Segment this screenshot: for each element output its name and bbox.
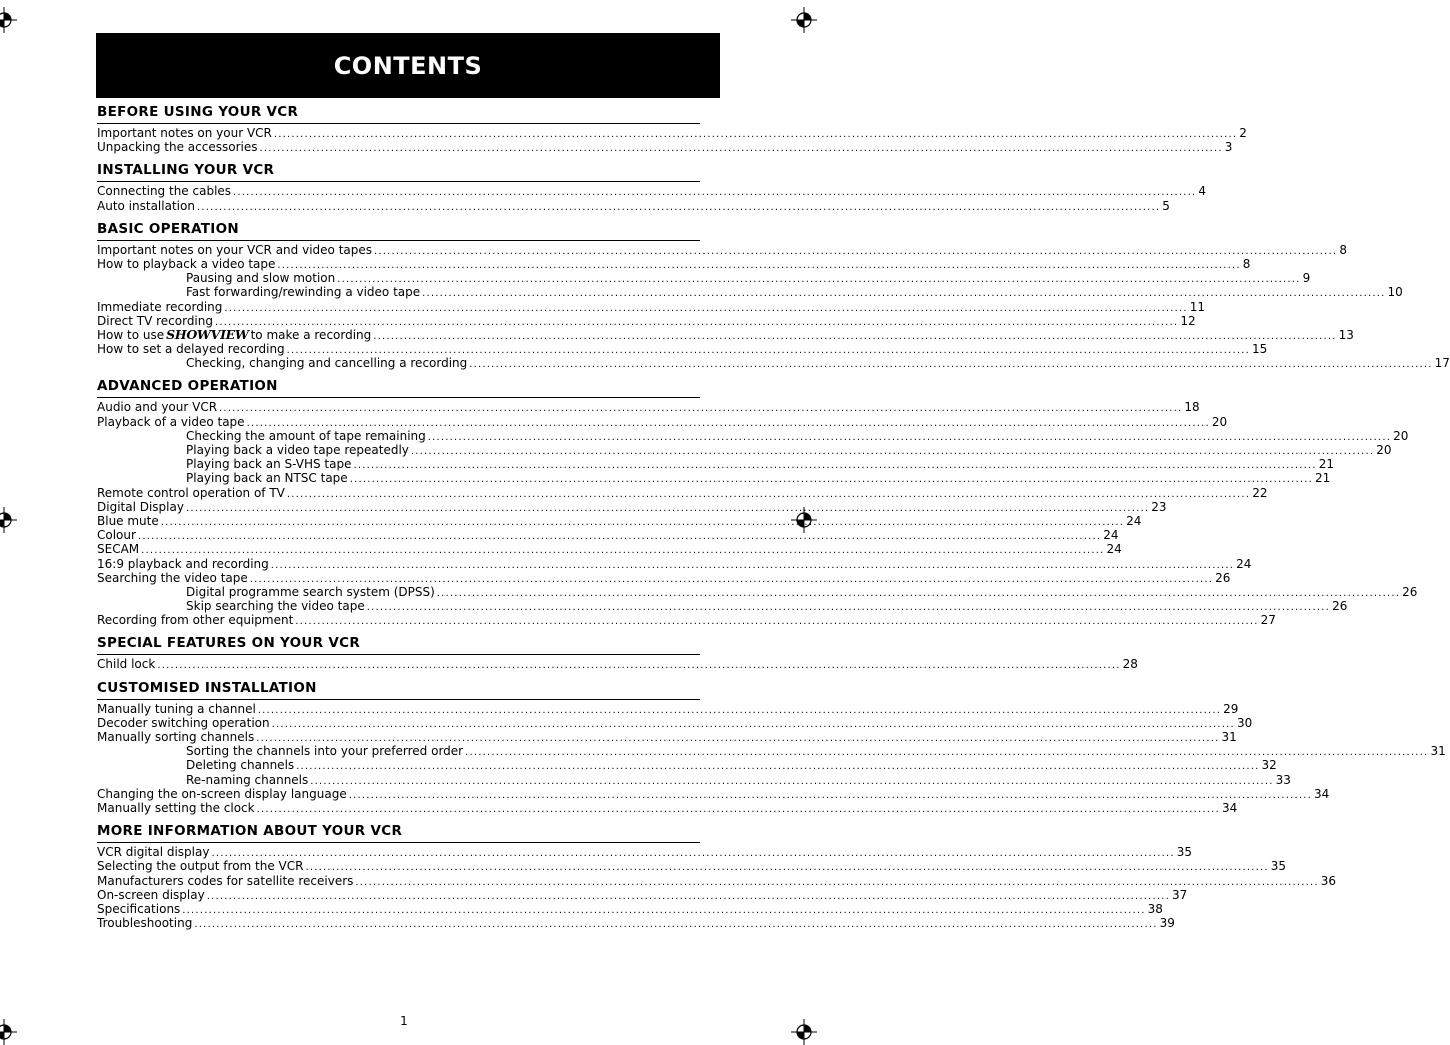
toc-section	[97, 101, 1247, 155]
entry-label: Fast forwarding/rewinding a video tape	[186, 285, 421, 300]
entry-label: Re-naming channels	[186, 772, 309, 787]
entry-label: Checking, changing and cancelling a recording	[186, 356, 468, 371]
entry-page-number: 9	[1302, 271, 1311, 286]
toc-entry	[97, 786, 1330, 801]
dot-leader: ............................................................................................................................................................................................................................	[270, 559, 1235, 571]
registration-mark-mid-left-icon	[0, 507, 17, 533]
dot-leader: ............................................................................................................................................................................................................................	[337, 274, 1301, 286]
entry-page-number: 38	[1147, 901, 1163, 916]
entry-page-number: 26	[1332, 599, 1348, 614]
entry-label: Recording from other equipment	[97, 613, 294, 628]
entry-label-continued: to make a recording	[250, 327, 372, 342]
entry-page-number: 37	[1172, 887, 1188, 902]
page-number: 1	[400, 1014, 408, 1028]
section-heading: SPECIAL FEATURES ON YOUR VCR	[97, 632, 700, 655]
toc-section	[97, 820, 1337, 931]
entry-label: Audio and your VCR	[97, 400, 218, 415]
toc-entry	[97, 715, 1253, 730]
entry-label: Playing back an NTSC tape	[186, 471, 348, 486]
entry-label: How to use	[97, 327, 165, 342]
entry-page-number: 4	[1198, 184, 1207, 199]
dot-leader: ............................................................................................................................................................................................................................	[196, 201, 1161, 213]
registration-mark-top-left-icon	[0, 7, 17, 33]
toc-entry	[97, 299, 1206, 314]
toc-entry	[97, 887, 1188, 902]
entry-page-number: 34	[1314, 786, 1330, 801]
dot-leader: ............................................................................................................................................................................................................................	[256, 733, 1220, 744]
toc-entry	[97, 901, 1163, 916]
section-heading: CUSTOMISED INSTALLATION	[97, 677, 700, 700]
entry-page-number: 24	[1236, 556, 1252, 571]
entry-label: On-screen display	[97, 887, 205, 902]
entry-page-number: 35	[1176, 845, 1193, 860]
toc-subentry	[97, 471, 1331, 486]
entry-label: Manually setting the clock	[97, 800, 255, 815]
dot-leader: ............................................................................................................................................................................................................................	[160, 516, 1125, 528]
table-of-contents	[97, 101, 1450, 931]
entry-label: Playback of a video tape	[97, 414, 245, 429]
dot-leader: ............................................................................................................................................................................................................................	[157, 660, 1121, 672]
section-heading: BEFORE USING YOUR VCR	[97, 101, 700, 124]
dot-leader: ............................................................................................................................................................................................................................	[141, 545, 1105, 557]
section-heading: MORE INFORMATION ABOUT YOUR VCR	[97, 820, 700, 843]
entry-label: Playing back an S-VHS tape	[186, 457, 352, 472]
toc-subentry	[97, 599, 1348, 614]
toc-section	[97, 375, 1418, 628]
toc-subentry	[97, 758, 1277, 773]
entry-label: Pausing and slow motion	[186, 271, 336, 286]
toc-section	[97, 677, 1446, 816]
entry-label: Important notes on your VCR	[97, 126, 272, 140]
toc-entry	[97, 499, 1167, 514]
dot-leader: ............................................................................................................................................................................................................................	[249, 573, 1214, 585]
entry-page-number: 20	[1376, 443, 1392, 457]
entry-page-number: 33	[1275, 772, 1291, 787]
entry-label: Auto installation	[97, 198, 195, 213]
toc-entry	[97, 845, 1193, 860]
toc-entry	[97, 859, 1287, 874]
dot-leader: ............................................................................................................................................................................................................................	[256, 803, 1220, 815]
entry-page-number: 3	[1224, 140, 1233, 155]
section-heading: BASIC OPERATION	[97, 218, 700, 241]
dot-leader: ............................................................................................................................................................................................................................	[349, 474, 1314, 486]
entry-page-number: 21	[1318, 457, 1335, 472]
toc-entry	[97, 242, 1347, 257]
entry-page-number: 31	[1430, 744, 1446, 759]
toc-subentry	[97, 744, 1446, 759]
dot-leader: ............................................................................................................................................................................................................................	[219, 403, 1183, 415]
entry-label: Manually sorting channels	[97, 730, 255, 744]
entry-label: SECAM	[97, 542, 140, 557]
entry-page-number: 24	[1106, 542, 1122, 557]
entry-label: Important notes on your VCR and video tapes	[97, 242, 372, 257]
dot-leader: ............................................................................................................................................................................................................................	[296, 761, 1260, 773]
dot-leader: ............................................................................................................................................................................................................................	[366, 602, 1331, 614]
toc-subentry	[97, 457, 1335, 472]
toc-section	[97, 159, 1207, 213]
entry-page-number: 13	[1338, 327, 1354, 342]
entry-label: Immediate recording	[97, 299, 223, 314]
entry-label: Sorting the channels into your preferred order	[186, 744, 464, 759]
entry-page-number: 27	[1260, 613, 1276, 628]
toc-entry	[97, 542, 1122, 557]
dot-leader: ............................................................................................................................................................................................................................	[246, 417, 1210, 429]
dot-leader: ............................................................................................................................................................................................................................	[348, 789, 1313, 801]
entry-page-number: 12	[1180, 313, 1196, 328]
dot-leader: ............................................................................................................................................................................................................................	[185, 502, 1150, 514]
entry-label: 16:9 playback and recording	[97, 556, 269, 571]
toc-entry	[97, 873, 1337, 888]
dot-leader: ............................................................................................................................................................................................................................	[273, 129, 1238, 140]
dot-leader: ............................................................................................................................................................................................................................	[373, 330, 1337, 342]
toc-entry	[97, 184, 1207, 199]
entry-page-number: 24	[1126, 513, 1142, 528]
dot-leader: ............................................................................................................................................................................................................................	[233, 187, 1197, 199]
dot-leader: ............................................................................................................................................................................................................................	[137, 531, 1102, 543]
toc-entry	[97, 800, 1238, 815]
entry-page-number: 18	[1184, 400, 1200, 415]
dot-leader: ............................................................................................................................................................................................................................	[355, 876, 1319, 888]
dot-leader: ............................................................................................................................................................................................................................	[465, 747, 1429, 759]
dot-leader: ............................................................................................................................................................................................................................	[182, 904, 1146, 916]
entry-page-number: 23	[1151, 499, 1167, 514]
toc-entry	[97, 916, 1175, 931]
entry-page-number: 22	[1252, 485, 1268, 500]
toc-entry	[97, 342, 1268, 357]
dot-leader: ............................................................................................................................................................................................................................	[211, 848, 1175, 860]
entry-page-number: 32	[1261, 758, 1277, 773]
dot-leader: ............................................................................................................................................................................................................................	[257, 704, 1222, 716]
dot-leader: ............................................................................................................................................................................................................................	[286, 488, 1251, 500]
entry-page-number: 31	[1221, 730, 1237, 744]
entry-label: Specifications	[97, 901, 181, 916]
entry-page-number: 10	[1387, 285, 1403, 300]
toc-entry	[97, 701, 1239, 716]
entry-label: Decoder switching operation	[97, 715, 270, 730]
entry-page-number: 17	[1434, 356, 1450, 371]
toc-entry	[97, 140, 1233, 155]
entry-label: VCR digital display	[97, 845, 210, 860]
toc-subentry	[97, 356, 1450, 371]
toc-subentry	[97, 584, 1418, 599]
page-title: CONTENTS	[96, 33, 720, 98]
toc-entry	[97, 485, 1268, 500]
entry-label: Manually tuning a channel	[97, 701, 256, 716]
entry-label: Digital Display	[97, 499, 184, 514]
entry-label: Digital programme search system (DPSS)	[186, 584, 435, 599]
entry-label: Searching the video tape	[97, 570, 248, 585]
dot-leader: ............................................................................................................................................................................................................................	[374, 245, 1338, 257]
entry-label: Manufacturers codes for satellite receivers	[97, 873, 354, 888]
entry-label: Changing the on-screen display language	[97, 786, 347, 801]
showview-logo: SHOWVIEW	[166, 326, 249, 342]
dot-leader: ............................................................................................................................................................................................................................	[436, 587, 1401, 599]
dot-leader: ............................................................................................................................................................................................................................	[215, 316, 1179, 328]
toc-entry	[97, 730, 1237, 744]
entry-label: Troubleshooting	[97, 916, 193, 931]
toc-subentry	[97, 428, 1409, 443]
entry-label: Direct TV recording	[97, 313, 213, 328]
entry-page-number: 35	[1270, 859, 1287, 874]
toc-entry	[97, 613, 1276, 628]
entry-page-number: 20	[1211, 414, 1228, 429]
dot-leader: ............................................................................................................................................................................................................................	[422, 288, 1386, 300]
entry-page-number: 15	[1252, 342, 1268, 357]
dot-leader: ............................................................................................................................................................................................................................	[194, 919, 1158, 931]
entry-label: How to playback a video tape	[97, 256, 276, 271]
dot-leader: ............................................................................................................................................................................................................................	[206, 890, 1171, 902]
dot-leader: ............................................................................................................................................................................................................................	[271, 718, 1235, 730]
entry-label: Playing back a video tape repeatedly	[186, 443, 409, 457]
dot-leader: ............................................................................................................................................................................................................................	[286, 345, 1250, 357]
entry-label: Skip searching the video tape	[186, 599, 365, 614]
toc-entry	[97, 256, 1251, 271]
toc-entry	[97, 513, 1142, 528]
dot-leader: ............................................................................................................................................................................................................................	[469, 359, 1433, 371]
entry-label: Child lock	[97, 657, 156, 672]
toc-entry	[97, 570, 1231, 585]
entry-label: Remote control operation of TV	[97, 485, 285, 500]
entry-page-number: 36	[1320, 873, 1337, 888]
entry-label: Connecting the cables	[97, 184, 232, 199]
entry-page-number: 8	[1339, 242, 1347, 257]
entry-page-number: 2	[1239, 126, 1247, 140]
section-heading: INSTALLING YOUR VCR	[97, 159, 700, 182]
dot-leader: ............................................................................................................................................................................................................................	[427, 431, 1392, 443]
toc-entry	[97, 400, 1200, 415]
entry-page-number: 29	[1223, 701, 1239, 716]
entry-page-number: 24	[1103, 528, 1119, 543]
dot-leader: ............................................................................................................................................................................................................................	[310, 775, 1274, 787]
entry-label: Checking the amount of tape remaining	[186, 428, 426, 443]
toc-entry	[97, 556, 1252, 571]
entry-page-number: 26	[1402, 584, 1418, 599]
dot-leader: ............................................................................................................................................................................................................................	[410, 446, 1375, 457]
entry-page-number: 5	[1162, 198, 1170, 213]
toc-subentry	[97, 271, 1311, 286]
dot-leader: ............................................................................................................................................................................................................................	[295, 616, 1259, 628]
entry-page-number: 11	[1189, 299, 1206, 314]
dot-leader: ............................................................................................................................................................................................................................	[259, 143, 1223, 155]
toc-section	[97, 218, 1450, 371]
entry-label: Unpacking the accessories	[97, 140, 258, 155]
entry-label: Selecting the output from the VCR	[97, 859, 304, 874]
toc-subentry	[97, 443, 1392, 457]
toc-subentry	[97, 772, 1291, 787]
entry-page-number: 20	[1393, 428, 1409, 443]
toc-entry	[97, 414, 1228, 429]
toc-entry	[97, 313, 1196, 328]
dot-leader: ............................................................................................................................................................................................................................	[353, 460, 1317, 472]
entry-page-number: 21	[1315, 471, 1331, 486]
entry-page-number: 28	[1122, 657, 1138, 672]
toc-section	[97, 632, 1138, 672]
toc-entry	[97, 126, 1247, 140]
toc-entry	[97, 198, 1170, 213]
entry-page-number: 8	[1242, 256, 1251, 271]
section-heading: ADVANCED OPERATION	[97, 375, 700, 398]
entry-label: Blue mute	[97, 513, 159, 528]
entry-page-number: 26	[1215, 570, 1231, 585]
dot-leader: ............................................................................................................................................................................................................................	[305, 862, 1269, 874]
entry-label: Deleting channels	[186, 758, 295, 773]
toc-entry	[97, 657, 1138, 672]
entry-page-number: 39	[1159, 916, 1175, 931]
entry-label: How to set a delayed recording	[97, 342, 285, 357]
dot-leader: ............................................................................................................................................................................................................................	[224, 302, 1188, 314]
registration-mark-top-right-icon	[791, 7, 817, 33]
entry-label: Colour	[97, 528, 136, 543]
entry-page-number: 34	[1221, 800, 1238, 815]
toc-subentry	[97, 285, 1403, 300]
entry-page-number: 30	[1236, 715, 1253, 730]
toc-entry	[97, 326, 1354, 342]
toc-entry	[97, 528, 1119, 543]
dot-leader: ............................................................................................................................................................................................................................	[277, 259, 1241, 271]
